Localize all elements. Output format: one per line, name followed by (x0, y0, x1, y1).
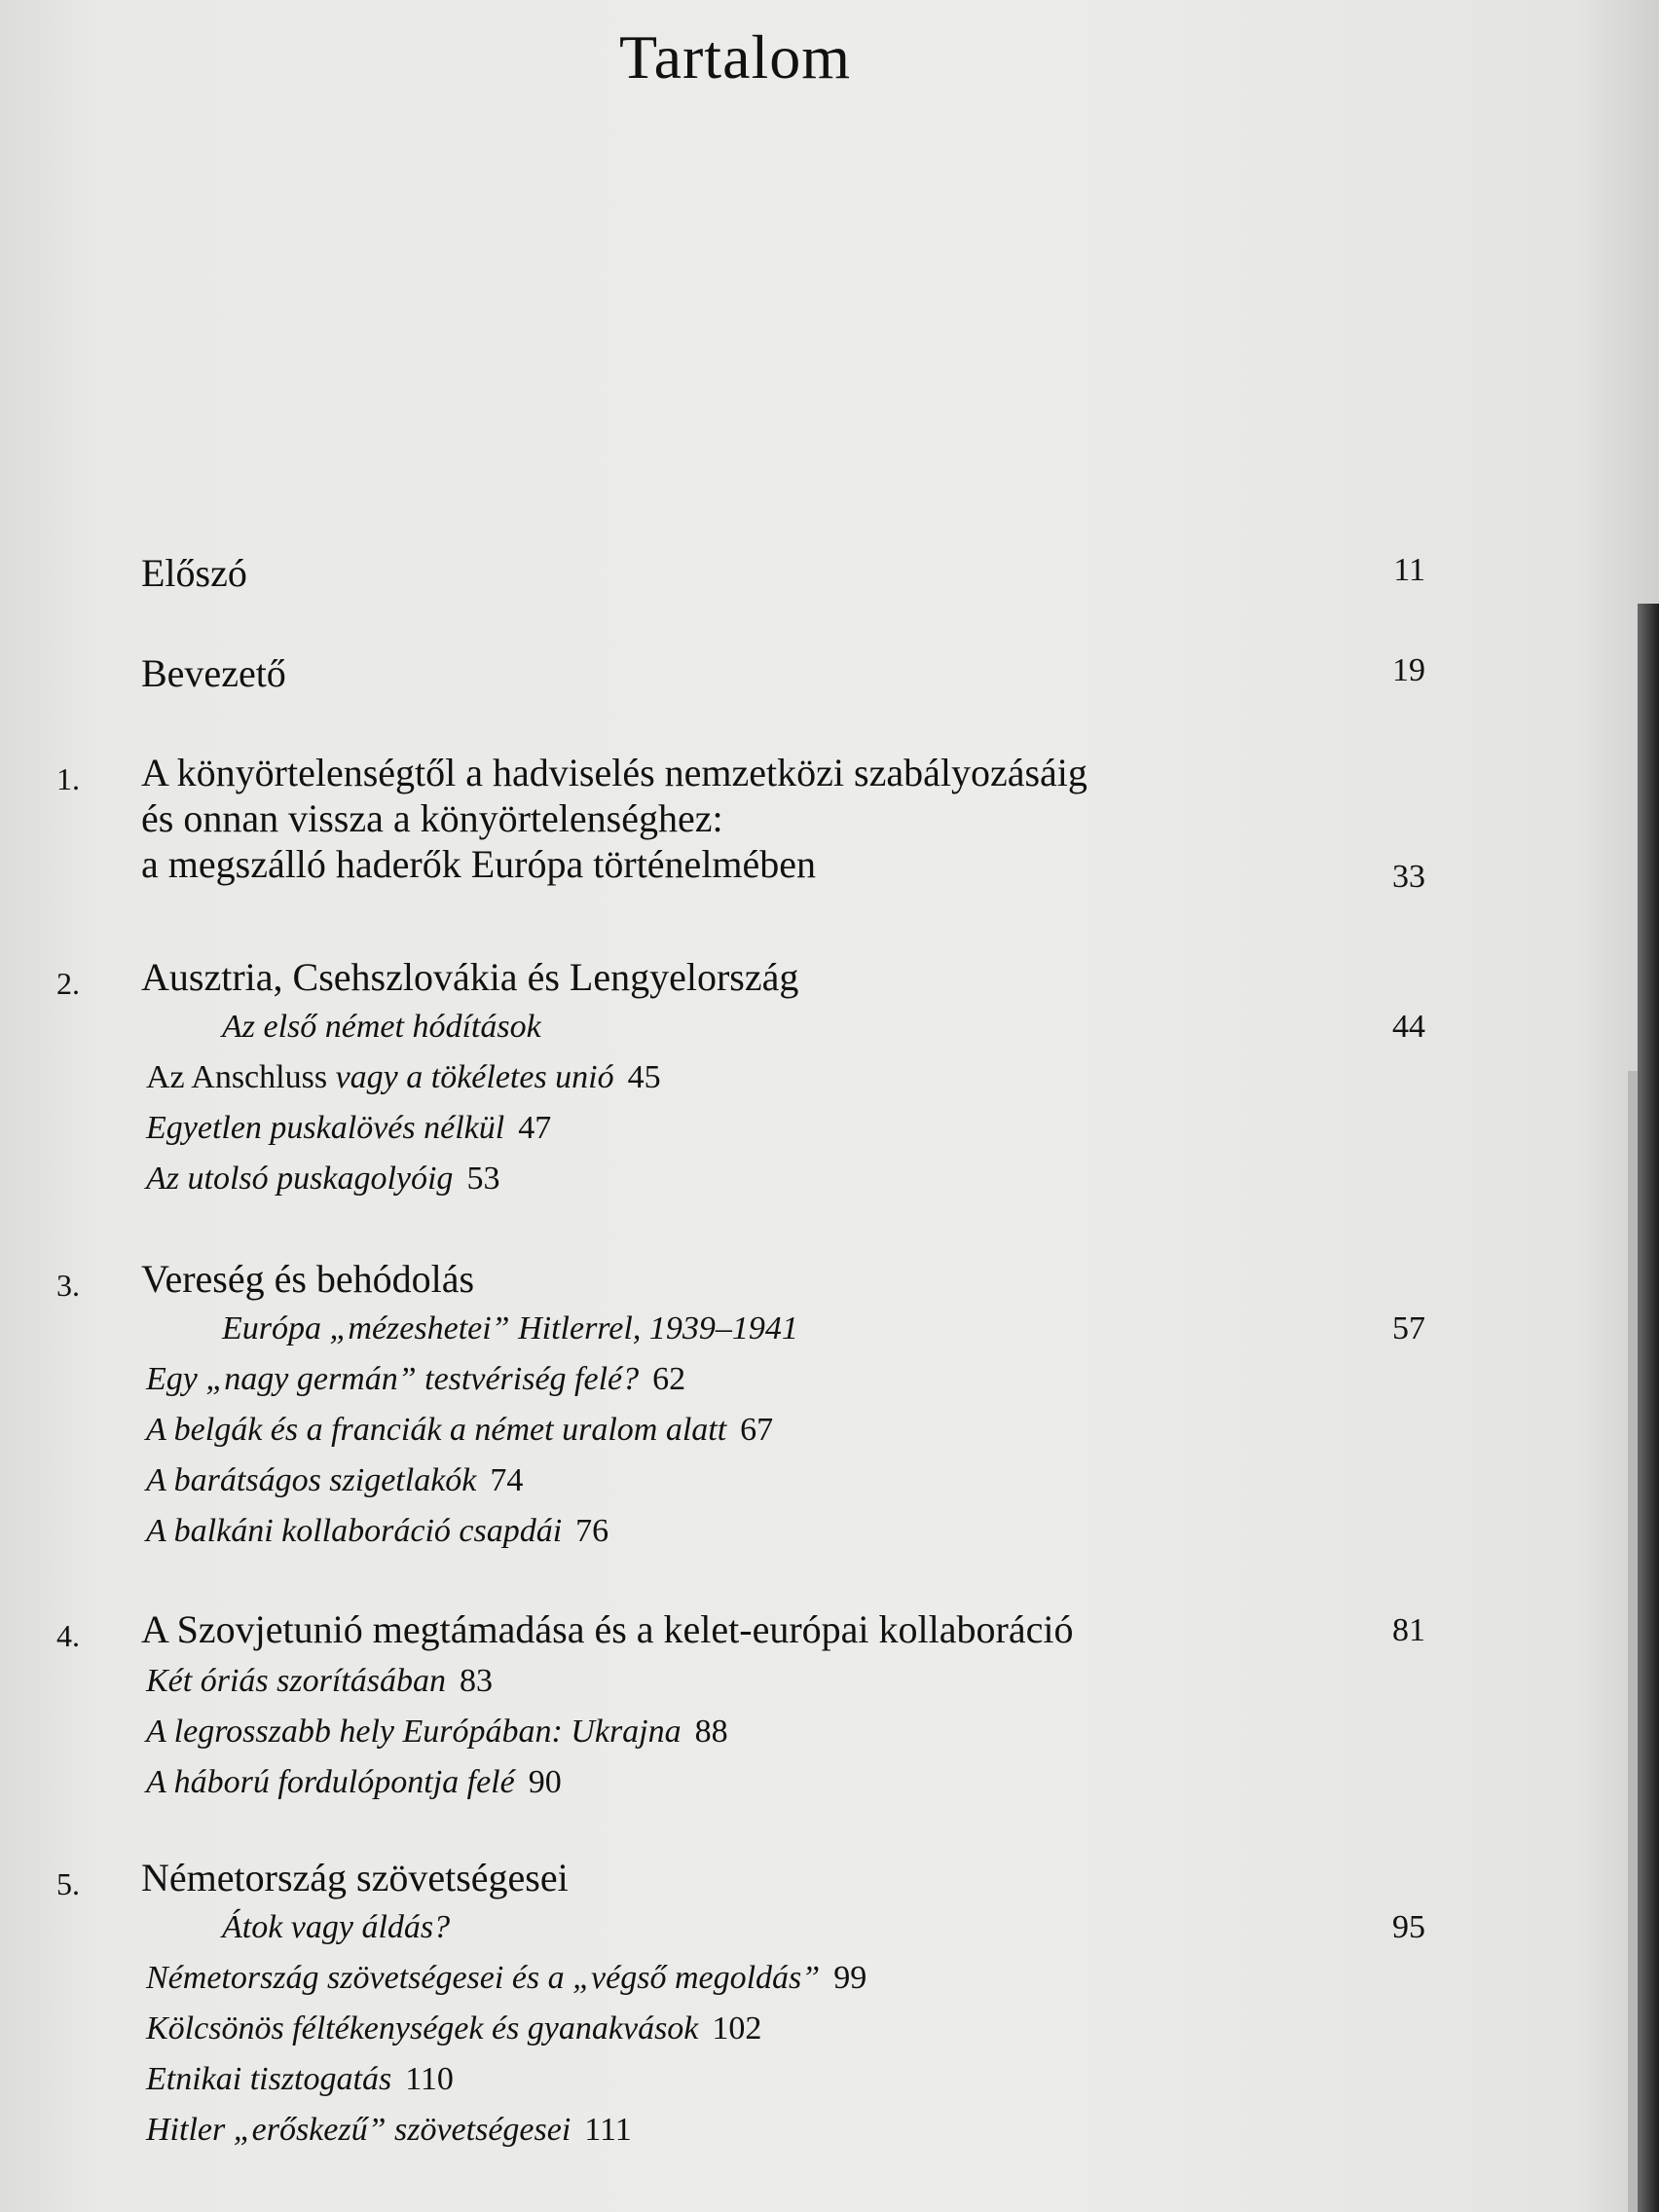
section-title: A belgák és a franciák a német uralom alatt (146, 1412, 727, 1448)
section-entry (146, 1960, 866, 1997)
chapter-number: 3. (56, 1268, 80, 1303)
section-title: Hitler „erőskezű” szövetségesei (146, 2112, 571, 2148)
chapter-page: 33 (1392, 859, 1425, 895)
chapter-title: Németország szövetségesei (141, 1856, 569, 1899)
section-title: Etnikai tisztogatás (146, 2061, 392, 2097)
section-entry (146, 1361, 685, 1398)
chapter-number: 2. (56, 966, 80, 1001)
entry-page: 11 (1393, 552, 1425, 588)
section-entry (146, 1714, 728, 1751)
section-entry (146, 1161, 499, 1198)
section-page: 88 (694, 1714, 728, 1750)
section-title: Németország szövetségesei és a „végső megoldás” (146, 1960, 821, 1996)
entry-title: Bevezető (141, 651, 286, 695)
section-title: A balkáni kollaboráció csapdái (146, 1513, 563, 1549)
section-title: Kölcsönös féltékenységek és gyanakvások (146, 2010, 699, 2046)
section-entry (146, 2112, 632, 2149)
page-edge-strip (1628, 1071, 1638, 2212)
section-entry (146, 1513, 608, 1550)
chapter-number: 4. (56, 1618, 80, 1653)
chapter-page: 44 (1392, 1009, 1425, 1045)
entry-title: Előszó (141, 551, 247, 595)
section-entry (146, 2061, 454, 2098)
section-entry (146, 1462, 523, 1499)
section-title-plain: Az Anschluss (146, 1059, 336, 1095)
section-title: vagy a tökéletes unió (335, 1059, 614, 1095)
section-page: 67 (740, 1412, 774, 1448)
section-entry (146, 1764, 562, 1801)
section-title: Egyetlen puskalövés nélkül (146, 1110, 505, 1146)
chapter-title: Vereség és behódolás (141, 1257, 475, 1301)
section-page: 99 (833, 1960, 867, 1996)
chapter-number: 5. (56, 1866, 80, 1901)
chapter-page: 81 (1392, 1612, 1425, 1648)
section-page: 45 (627, 1059, 661, 1095)
section-page: 111 (584, 2112, 632, 2148)
section-entry (146, 1412, 773, 1449)
section-page: 110 (405, 2061, 454, 2097)
chapter-subtitle: Az első német hódítások (222, 1009, 541, 1045)
section-title: A legrosszabb hely Európában: Ukrajna (146, 1714, 682, 1750)
section-page: 47 (518, 1110, 552, 1146)
section-page: 76 (575, 1513, 609, 1549)
page-title: Tartalom (618, 22, 852, 92)
chapter-number: 1. (56, 761, 80, 796)
chapter-title-line: A könyörtelenségtől a hadviselés nemzetközi szabályozásáig (141, 751, 1088, 794)
chapter-title: Ausztria, Csehszlovákia és Lengyelország (141, 955, 799, 999)
section-page: 62 (652, 1361, 686, 1397)
section-title: A háború fordulópontja felé (146, 1764, 515, 1800)
section-title: Egy „nagy germán” testvériség felé? (146, 1361, 640, 1397)
page-edge-shadow (1638, 604, 1659, 2212)
chapter-title-line: és onnan vissza a könyörtelenséghez: (141, 796, 723, 840)
section-entry (146, 2010, 761, 2047)
section-title: A barátságos szigetlakók (146, 1462, 477, 1498)
section-entry (146, 1663, 493, 1700)
section-entry (146, 1059, 661, 1096)
section-page: 90 (528, 1764, 562, 1800)
chapter-subtitle: Átok vagy áldás? (222, 1909, 451, 1945)
entry-page: 19 (1392, 652, 1425, 688)
section-title: Két óriás szorításában (146, 1663, 446, 1699)
chapter-page: 95 (1392, 1909, 1425, 1945)
chapter-title-line: a megszálló haderők Európa történelmében (141, 842, 817, 886)
section-title: Az utolsó puskagolyóig (146, 1161, 454, 1197)
chapter-title: A Szovjetunió megtámadása és a kelet-európai kollaboráció (141, 1607, 1074, 1651)
section-page: 74 (490, 1462, 524, 1498)
section-page: 102 (712, 2010, 762, 2046)
section-page: 53 (466, 1161, 500, 1197)
section-page: 83 (459, 1663, 493, 1699)
section-entry (146, 1110, 551, 1147)
chapter-subtitle: Európa „mézeshetei” Hitlerrel, 1939–1941 (222, 1310, 798, 1346)
chapter-page: 57 (1392, 1310, 1425, 1346)
